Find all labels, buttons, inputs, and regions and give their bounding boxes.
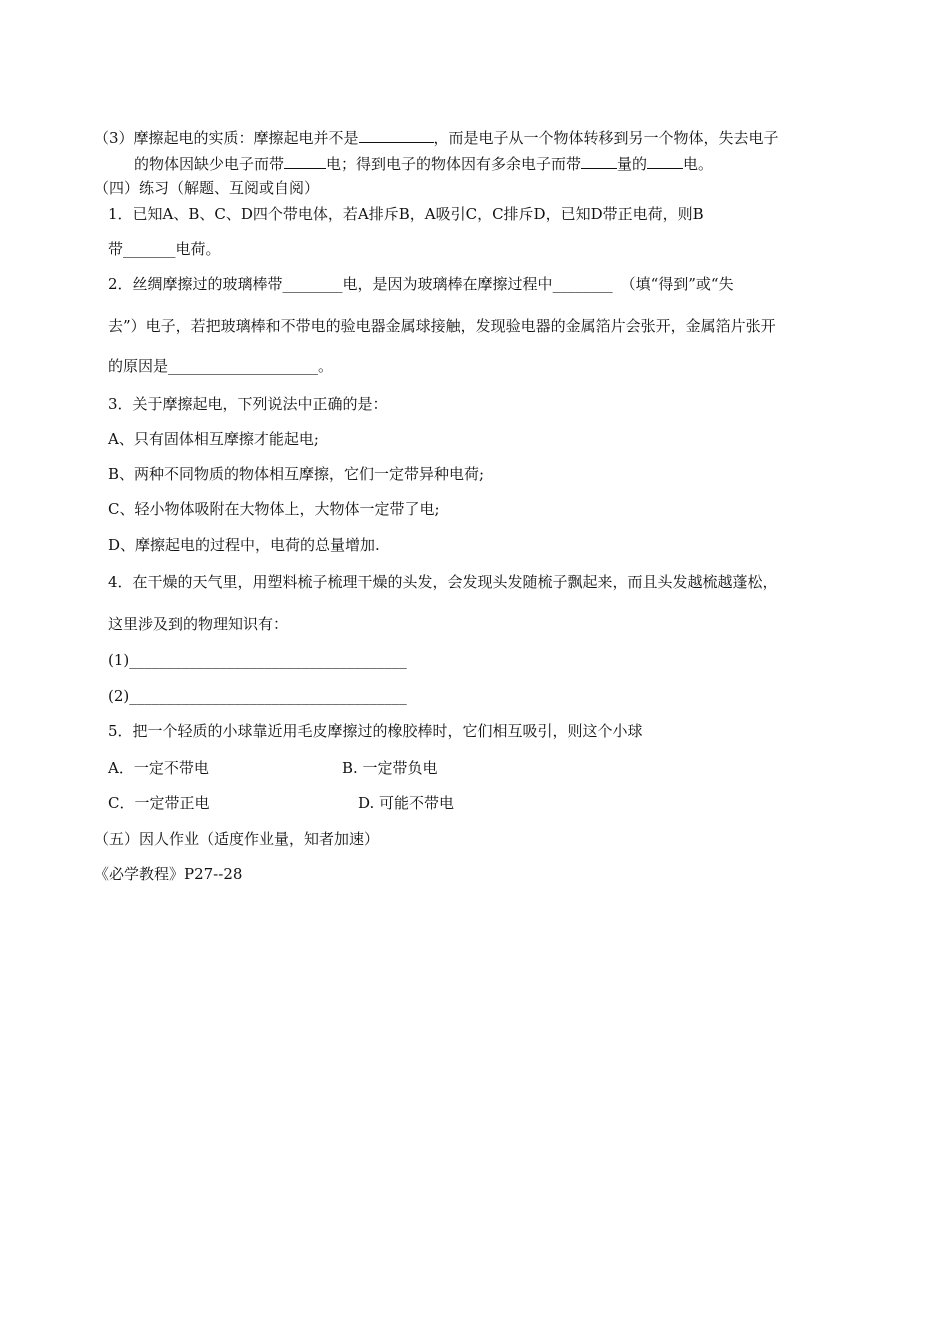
q2-line-2: 去”）电子，若把玻璃棒和不带电的验电器金属球接触，发现验电器的金属箔片会张开，金属箔片张开 xyxy=(108,317,776,335)
reference-text: 《必学教程》P27--28 xyxy=(94,865,243,883)
answer-blank[interactable]: _____________________________________ xyxy=(129,687,407,705)
section-4-heading: （四）练习（解题、互阅或自阅） xyxy=(94,179,320,197)
q1-line-2: 带_______电荷。 xyxy=(108,240,221,258)
answer-blank[interactable] xyxy=(284,154,326,169)
q3-option-c: C、轻小物体吸附在大物体上，大物体一定带了电; xyxy=(108,500,440,518)
answer-blank[interactable] xyxy=(647,154,683,169)
section-5-heading: （五）因人作业（适度作业量，知者加速） xyxy=(94,830,380,848)
q4-line-1: 4．在干燥的天气里，用塑料梳子梳理干燥的头发，会发现头发随梳子飘起来，而且头发越梳越蓬松， xyxy=(108,573,778,591)
answer-blank[interactable] xyxy=(359,128,434,143)
q5-option-c: C．一定带正电 xyxy=(108,794,210,812)
q4-answer-1: (1)_____________________________________ xyxy=(108,651,407,669)
q5-option-a: A．一定不带电 xyxy=(108,759,209,777)
q4-line-2: 这里涉及到的物理知识有： xyxy=(108,615,289,633)
q1-line-1: 1．已知A、B、C、D四个带电体，若A排斥B，A吸引C，C排斥D，已知D带正电荷，则B xyxy=(108,205,704,223)
section-3-line-2: 的物体因缺少电子而带 电；得到电子的物体因有多余电子而带 量的 电。 xyxy=(134,155,714,173)
q3-stem: 3．关于摩擦起电，下列说法中正确的是： xyxy=(108,395,388,413)
q2-line-1: 2．丝绸摩擦过的玻璃棒带________电，是因为玻璃棒在摩擦过程中________ （填“得到”或“失 xyxy=(108,275,734,293)
section-3-line-1: （3）摩擦起电的实质：摩擦起电并不是 ，而是电子从一个物体转移到另一个物体，失去电子 xyxy=(94,129,779,147)
answer-blank[interactable]: ________ xyxy=(282,275,343,293)
q3-option-a: A、只有固体相互摩擦才能起电; xyxy=(108,430,319,448)
q5-stem: 5．把一个轻质的小球靠近用毛皮摩擦过的橡胶棒时，它们相互吸引，则这个小球 xyxy=(108,722,643,740)
q3-option-b: B、两种不同物质的物体相互摩擦，它们一定带异种电荷; xyxy=(108,465,485,483)
q5-option-d: D. 可能不带电 xyxy=(358,794,455,812)
q4-answer-2: (2)_____________________________________ xyxy=(108,687,407,705)
q2-line-3: 的原因是____________________。 xyxy=(108,357,334,375)
q5-option-b: B. 一定带负电 xyxy=(342,759,438,777)
answer-blank[interactable]: _______ xyxy=(123,240,176,258)
answer-blank[interactable]: ____________________ xyxy=(168,357,319,375)
answer-blank[interactable]: _____________________________________ xyxy=(129,651,407,669)
q3-option-d: D、摩擦起电的过程中，电荷的总量增加. xyxy=(108,536,380,554)
answer-blank[interactable] xyxy=(581,154,617,169)
answer-blank[interactable]: ________ xyxy=(552,275,613,293)
